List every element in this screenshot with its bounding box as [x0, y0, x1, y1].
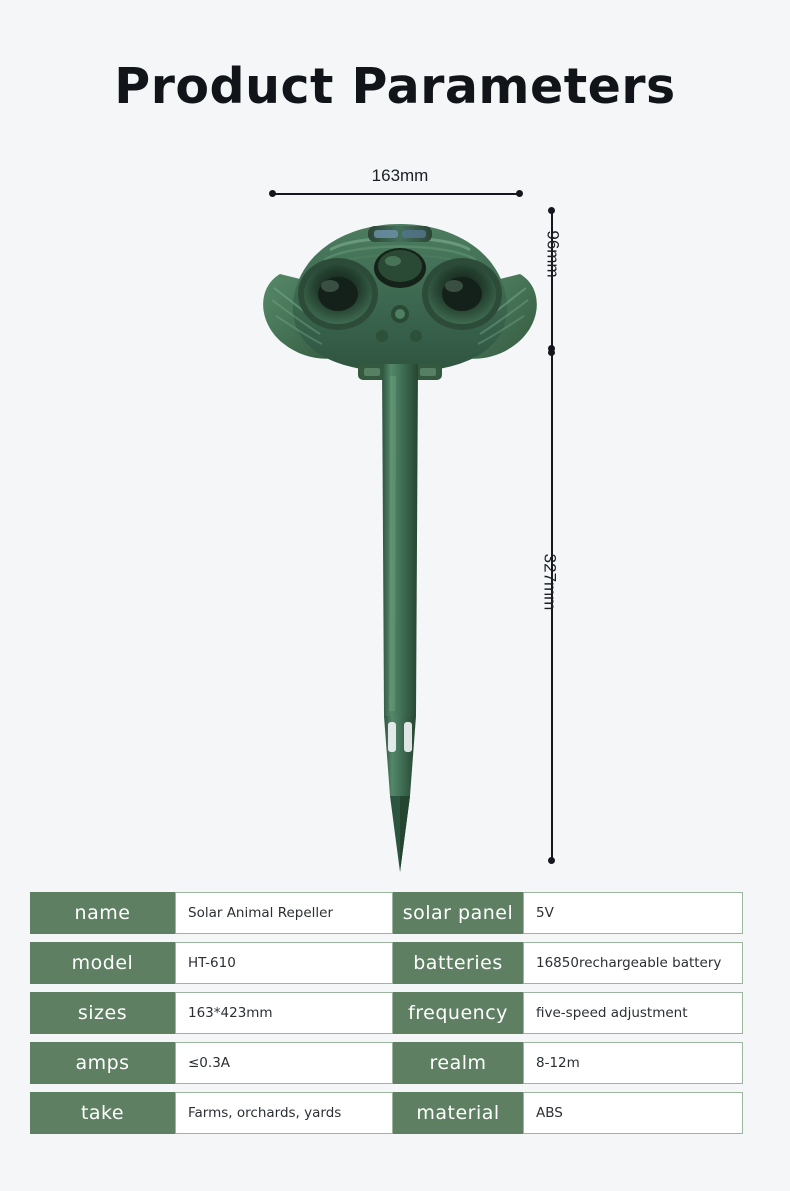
spec-key-frequency: frequency: [393, 992, 523, 1034]
width-dimension-line: [272, 193, 520, 195]
spec-key-model: model: [30, 942, 175, 984]
spec-key-take: take: [30, 1092, 175, 1134]
spec-value-batteries: 16850rechargeable battery: [523, 942, 743, 984]
spec-value-take: Farms, orchards, yards: [175, 1092, 393, 1134]
product-illustration: [250, 196, 550, 876]
spec-value-material: ABS: [523, 1092, 743, 1134]
spec-key-sizes: sizes: [30, 992, 175, 1034]
spec-key-material: material: [393, 1092, 523, 1134]
stake-height-dimension-label: 327mm: [540, 553, 560, 611]
spec-value-solar-panel: 5V: [523, 892, 743, 934]
table-row: [30, 992, 760, 1034]
spec-value-sizes: 163*423mm: [175, 992, 393, 1034]
table-row: [30, 1042, 760, 1084]
spec-key-amps: amps: [30, 1042, 175, 1084]
spec-value-name: Solar Animal Repeller: [175, 892, 393, 934]
spec-key-solar-panel: solar panel: [393, 892, 523, 934]
product-dimension-diagram: [0, 160, 790, 880]
spec-value-amps: ≤0.3A: [175, 1042, 393, 1084]
head-height-endpoint-top: [548, 207, 555, 214]
head-height-dimension-label: 96mm: [543, 230, 563, 278]
page-title: Product Parameters: [114, 58, 676, 115]
spec-value-model: HT-610: [175, 942, 393, 984]
table-row: [30, 1092, 760, 1134]
spec-value-realm: 8-12m: [523, 1042, 743, 1084]
stake-height-endpoint-top: [548, 349, 555, 356]
table-row: [30, 892, 760, 934]
spec-key-realm: realm: [393, 1042, 523, 1084]
spec-key-name: name: [30, 892, 175, 934]
spec-value-frequency: five-speed adjustment: [523, 992, 743, 1034]
stake-height-endpoint-bottom: [548, 857, 555, 864]
width-dimension-label: 163mm: [371, 166, 429, 185]
spec-key-batteries: batteries: [393, 942, 523, 984]
table-row: [30, 942, 760, 984]
spec-table: [30, 892, 760, 1142]
